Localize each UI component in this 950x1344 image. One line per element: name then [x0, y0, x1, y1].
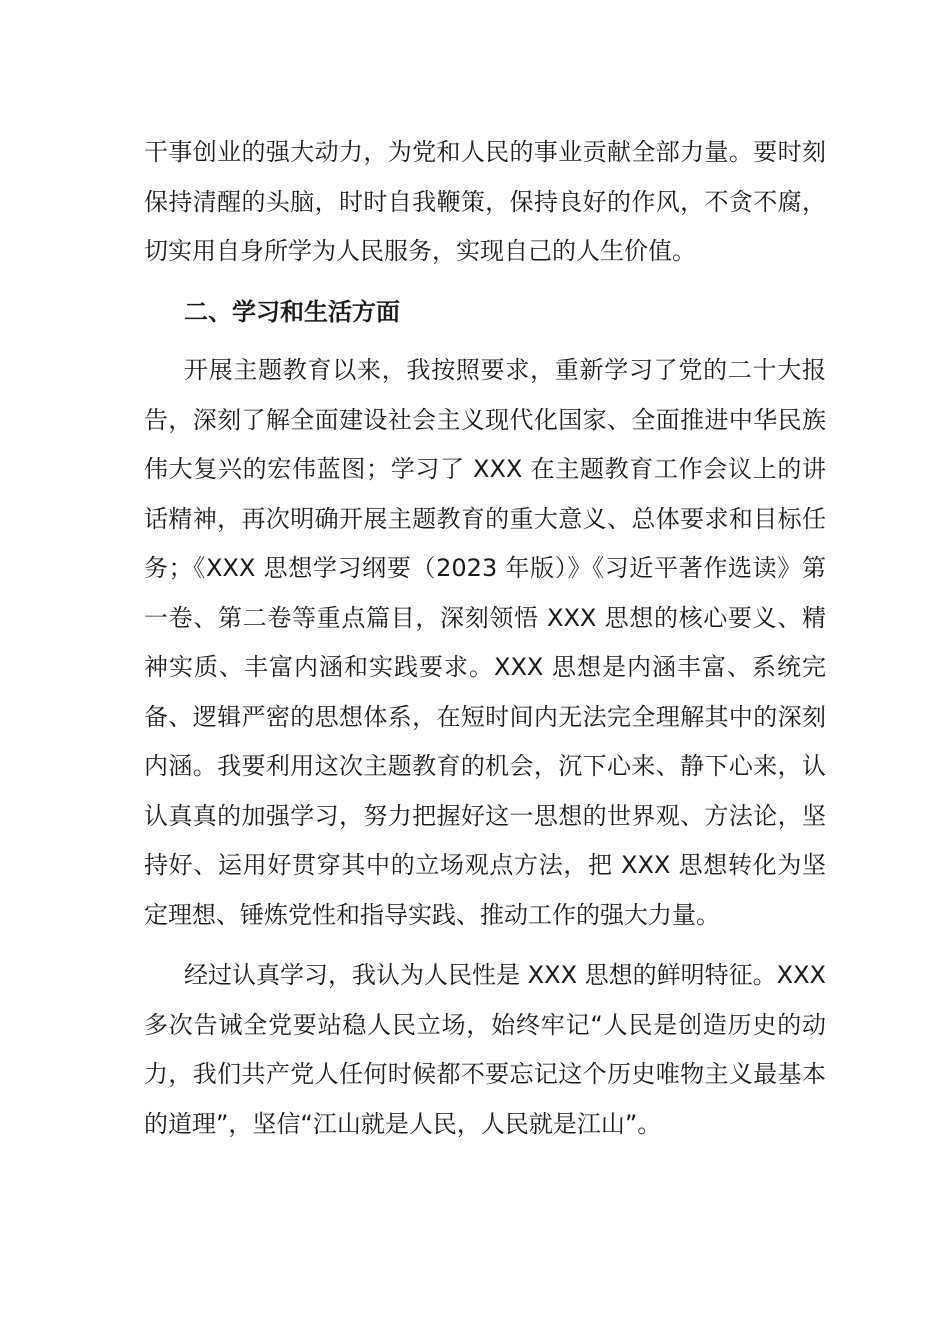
document-page — [144, 128, 826, 1149]
paragraph-3: 经过认真学习，我认为人民性是 XXX 思想的鲜明特征。XXX 多次告诫全党要站稳人民立场，始终牢记“人民是创造历史的动力，我们共产党人任何时候都不要忘记这个历史唯物主义最基本的道理”，坚信“江山就是人民，人民就是江山”。 — [144, 961, 826, 1138]
paragraph-2: 开展主题教育以来，我按照要求，重新学习了党的二十大报告，深刻了解全面建设社会主义现代化国家、全面推进中华民族伟大复兴的宏伟蓝图；学习了 XXX 在主题教育工作会议上的讲话精神，再次明确开展主题教育的重大意义、总体要求和目标任务；《XXX 思想学习纲要（2023 年版）》《习近平著作选读》第一卷、第二卷等重点篇目，深刻领悟 XXX 思想的核心要义、精神实质、丰富内涵和实践要求。XXX 思想是内涵丰富、系统完备、逻辑严密的思想体系，在短时间内无法完全理解其中的深刻内涵。我要利用这次主题教育的机会，沉下心来、静下心来，认认真真的加强学习，努力把握好这一思想的世界观、方法论，坚持好、运用好贯穿其中的立场观点方法，把 XXX 思想转化为坚定理想、锤炼党性和指导实践、推动工作的强大力量。 — [144, 356, 826, 929]
section-heading-2: 二、学习和生活方面 — [184, 297, 400, 326]
paragraph-1: 干事创业的强大动力，为党和人民的事业贡献全部力量。要时刻保持清醒的头脑，时时自我鞭策，保持良好的作风，不贪不腐，切实用自身所学为人民服务，实现自己的人生价值。 — [144, 138, 826, 265]
